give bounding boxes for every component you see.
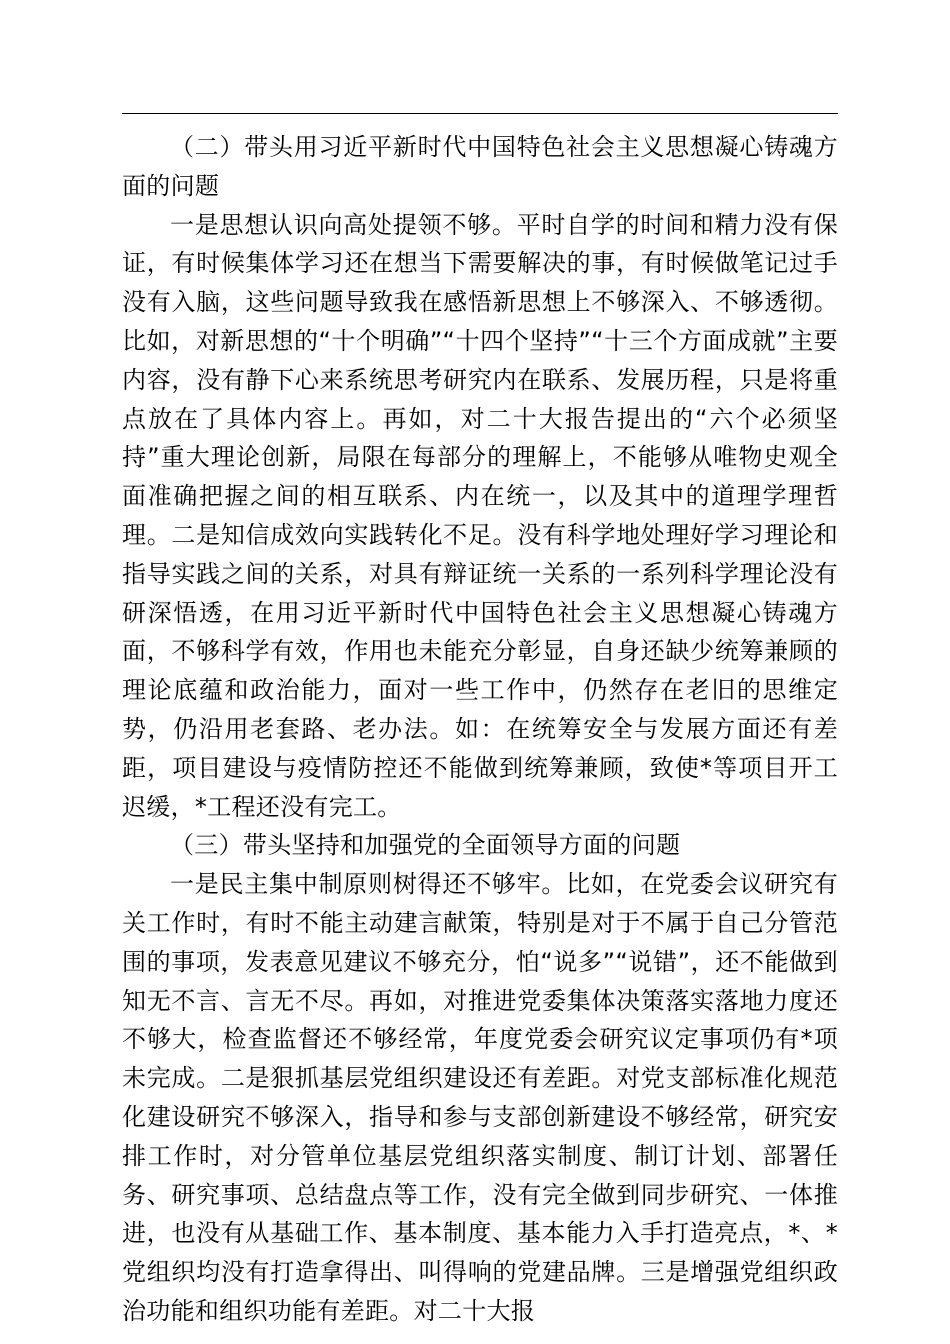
body-paragraph: 一是民主集中制原则树得还不够牢。比如，在党委会议研究有关工作时，有时不能主动建言献策，特别是对于不属于自己分管范围的事项，发表意见建议不够充分，怕“说多”“说错”，还不能做到知无不言、言无不尽。再如，对推进党委集体决策落实落地力度还不够大，检查监督还不够经常，年度党委会研究议定事项仍有*项未完成。二是狠抓基层党组织建设还有差距。对党支部标准化规范化建设研究不够深入，指导和参与支部创新建设不够经常，研究安排工作时，对分管单位基层党组织落实制度、制订计划、部署任务、研究事项、总结盘点等工作，没有完全做到同步研究、一体推进，也没有从基础工作、基本制度、基本能力入手打造亮点，*、*党组织均没有打造拿得出、叫得响的党建品牌。三是增强党组织政治功能和组织功能有差距。对二十大报 <box>122 870 838 1325</box>
document-body <box>122 128 838 1331</box>
body-paragraph: 一是思想认识向高处提领不够。平时自学的时间和精力没有保证，有时候集体学习还在想当下需要解决的事，有时候做笔记过手没有入脑，这些问题导致我在感悟新思想上不够深入、不够透彻。比如，对新思想的“十个明确”“十四个坚持”“十三个方面成就”主要内容，没有静下心来系统思考研究内在联系、发展历程，只是将重点放在了具体内容上。再如，对二十大报告提出的“六个必须坚持”重大理论创新，局限在每部分的理解上，不能够从唯物史观全面准确把握之间的相互联系、内在统一，以及其中的道理学理哲理。二是知信成效向实践转化不足。没有科学地处理好学习理论和指导实践之间的关系，对具有辩证统一关系的一系列科学理论没有研深悟透，在用习近平新时代中国特色社会主义思想凝心铸魂方面，不够科学有效，作用也未能充分彰显，自身还缺少统筹兼顾的理论底蕴和政治能力，面对一些工作中，仍然存在老旧的思维定势，仍沿用老套路、老办法。如：在统筹安全与发展方面还有差距，项目建设与疫情防控还不能做到统筹兼顾，致使*等项目开工迟缓，*工程还没有完工。 <box>122 210 838 821</box>
header-rule <box>122 113 838 114</box>
section-heading-two: （二）带头用习近平新时代中国特色社会主义思想凝心铸魂方面的问题 <box>122 133 838 200</box>
section-heading-three: （三）带头坚持和加强党的全面领导方面的问题 <box>170 831 681 860</box>
